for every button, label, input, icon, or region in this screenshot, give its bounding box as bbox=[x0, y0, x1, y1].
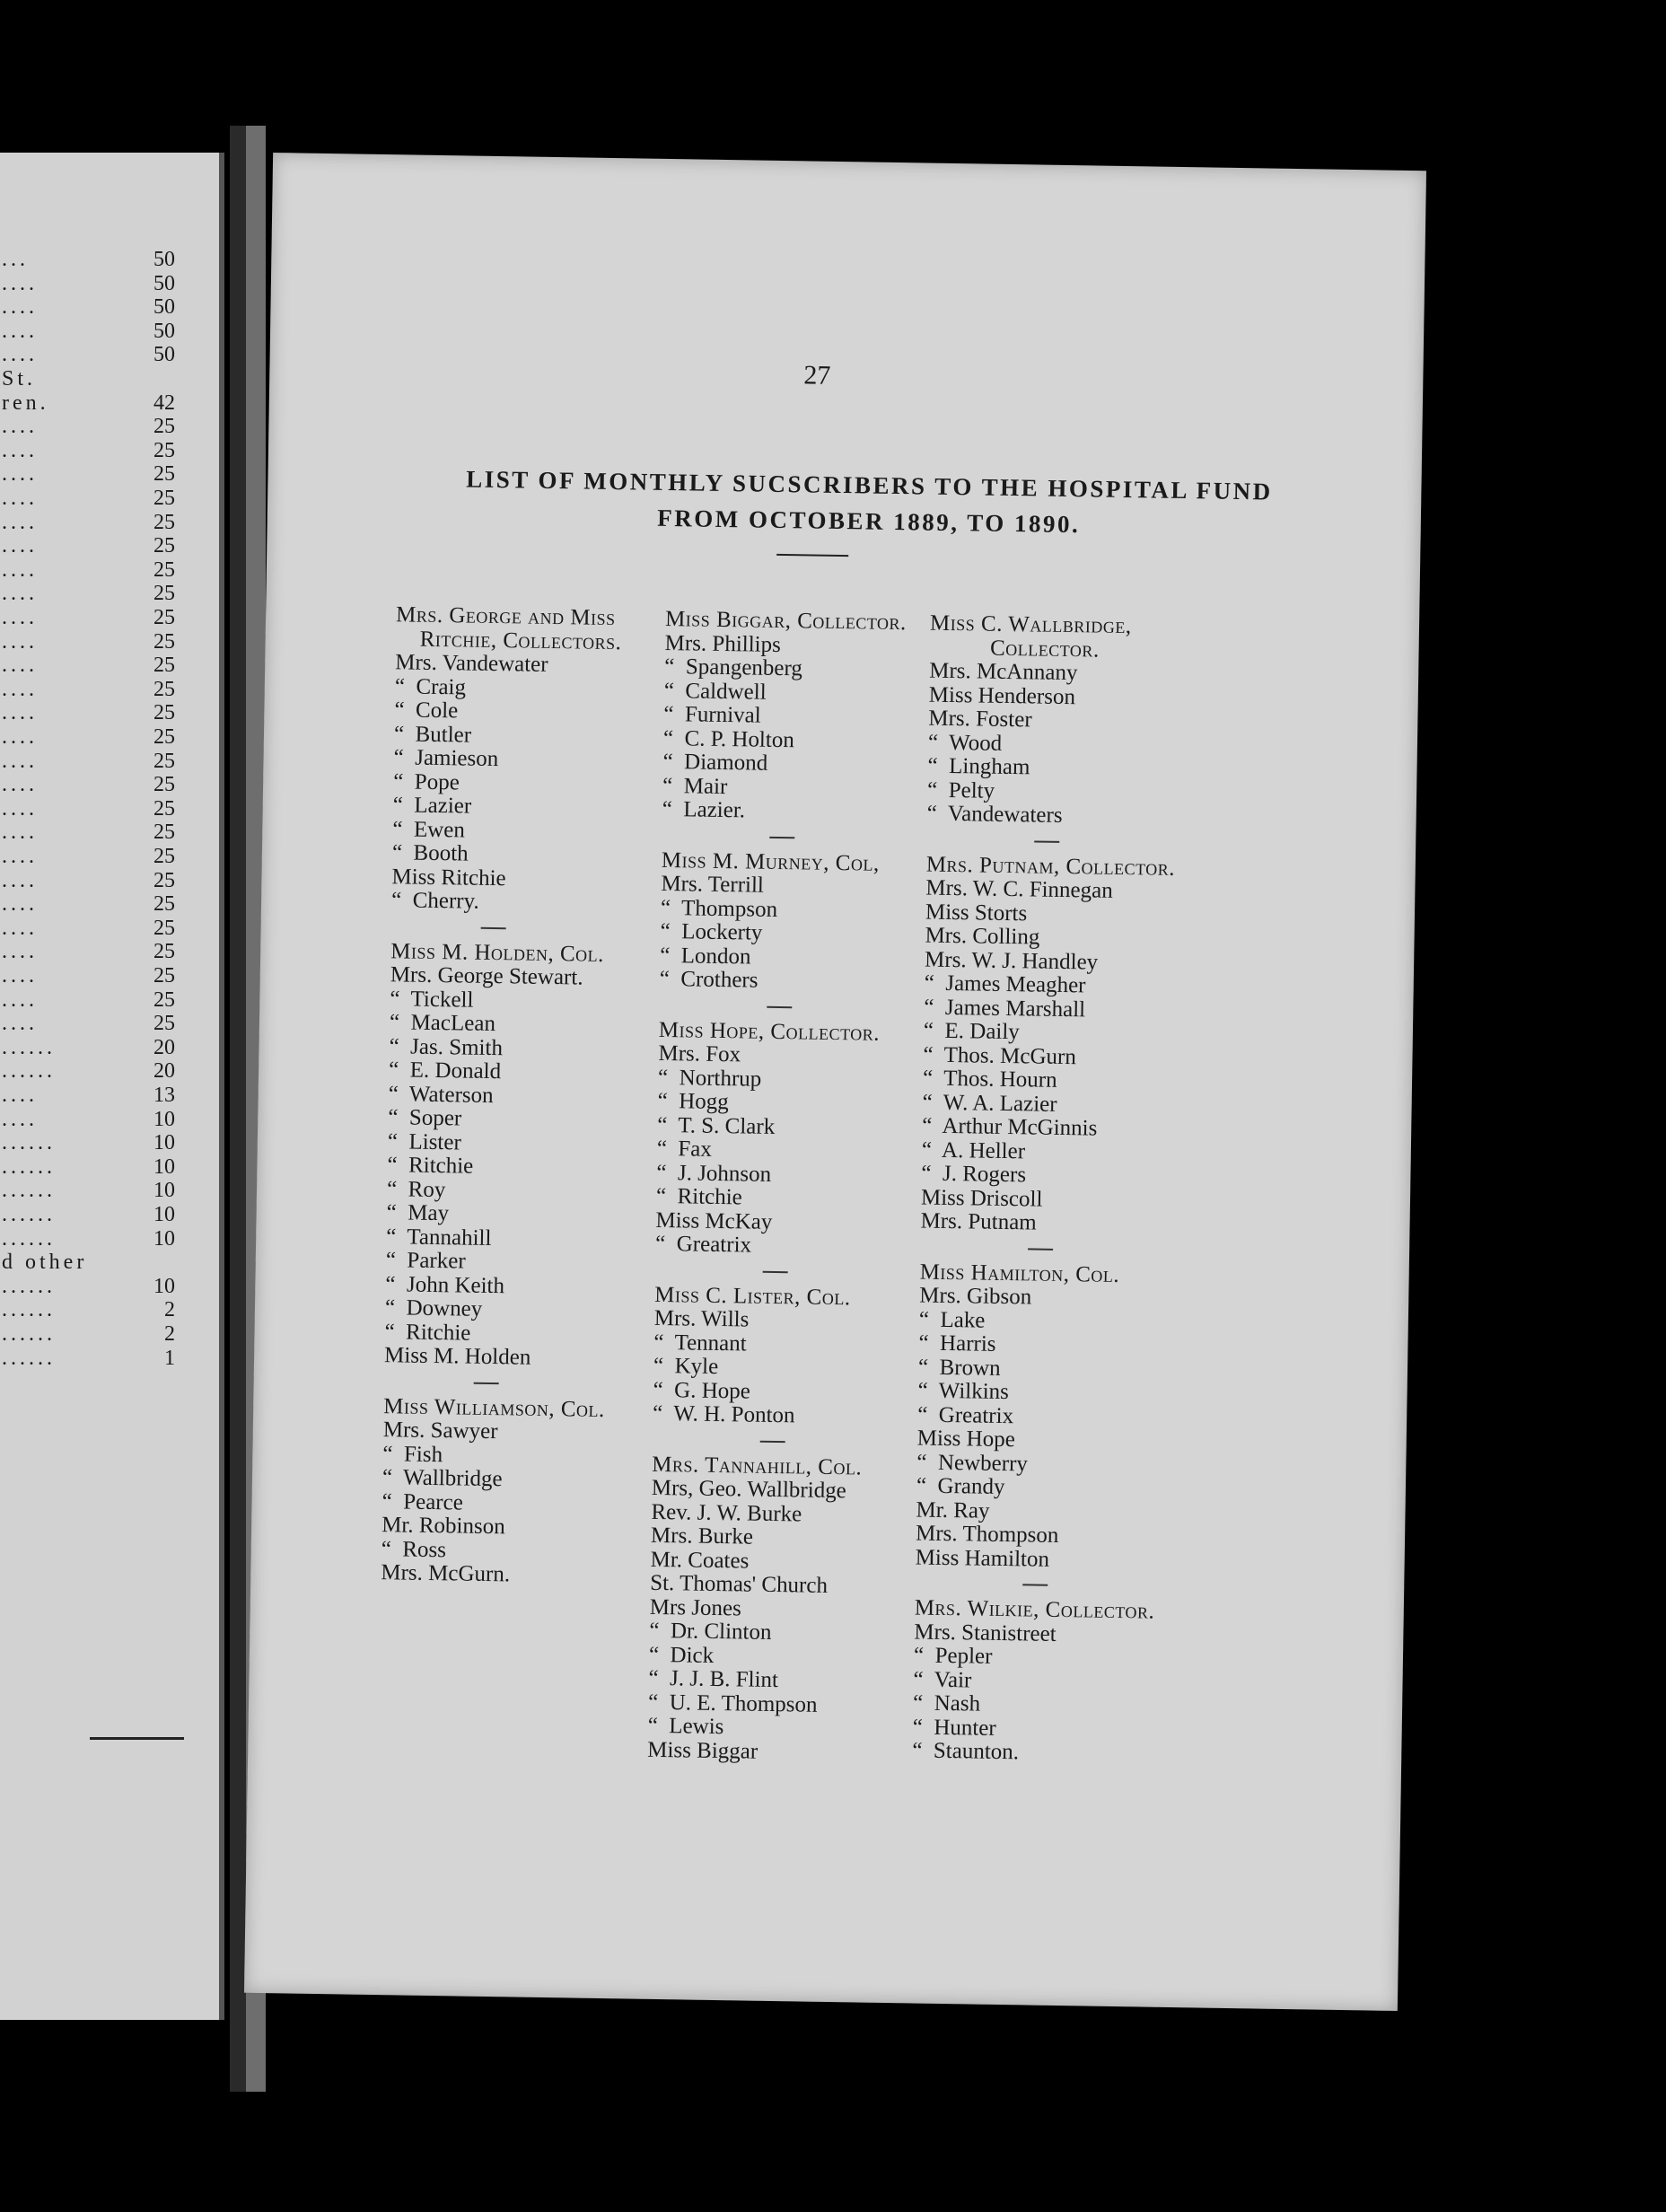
left-page-row bbox=[0, 1108, 215, 1131]
subscriber-name: Mrs. Sawyer bbox=[382, 1418, 498, 1444]
collector-heading: Miss M. Holden, Col. bbox=[390, 938, 605, 967]
subscriber-name: “ Ritchie bbox=[387, 1153, 474, 1179]
left-row-amount: 25 bbox=[153, 534, 175, 558]
subscriber-name: “ E. Donald bbox=[388, 1058, 502, 1084]
left-page-row bbox=[0, 367, 215, 391]
left-page-row bbox=[0, 511, 215, 534]
left-row-amount: 25 bbox=[153, 821, 175, 845]
subscriber-name: “ Soper bbox=[388, 1105, 462, 1131]
left-page-row bbox=[0, 1298, 215, 1321]
subscriber-name: Mr. Ray bbox=[916, 1497, 990, 1523]
left-page-row bbox=[0, 487, 215, 510]
left-row-text: St. bbox=[2, 367, 37, 391]
left-page-row bbox=[0, 964, 215, 988]
left-row-amount: 42 bbox=[153, 391, 175, 415]
subscriber-name: Mrs. Colling bbox=[925, 923, 1040, 950]
left-page bbox=[0, 153, 224, 2020]
subscriber-name: “ Fish bbox=[382, 1441, 443, 1467]
collector-heading: Miss Biggar, Collector. bbox=[664, 606, 908, 636]
left-page-row bbox=[0, 1084, 215, 1107]
subscriber-name: “ Kyle bbox=[653, 1353, 719, 1379]
subscriber-name: “ Fax bbox=[656, 1136, 713, 1162]
left-row-amount: 25 bbox=[153, 677, 175, 701]
subscriber-name: “ Staunton. bbox=[912, 1738, 1020, 1765]
subscriber-name: “ Tennant bbox=[653, 1330, 747, 1356]
left-page-row bbox=[0, 940, 215, 963]
left-row-text: ...... bbox=[2, 1346, 56, 1370]
left-row-amount: 50 bbox=[153, 248, 175, 271]
subscriber-name: “ Lingham bbox=[927, 753, 1030, 780]
left-row-text: ...... bbox=[2, 1035, 56, 1059]
collector-heading: Ritchie, Collectors. bbox=[395, 626, 622, 654]
left-page-row bbox=[0, 582, 215, 605]
left-row-text: .... bbox=[2, 606, 38, 629]
left-row-text: .... bbox=[2, 916, 38, 940]
left-row-amount: 25 bbox=[153, 654, 175, 678]
left-row-amount: 25 bbox=[153, 606, 175, 629]
left-row-text: ...... bbox=[2, 1322, 56, 1346]
subscriber-name: “ Pepler bbox=[913, 1643, 993, 1669]
page-heading bbox=[339, 459, 1399, 548]
left-row-amount: 25 bbox=[153, 701, 175, 725]
subscriber-name: “ John Keith bbox=[385, 1271, 505, 1298]
left-page-row bbox=[0, 320, 215, 343]
subscriber-name: “ Wallbridge bbox=[381, 1465, 503, 1492]
subscriber-name: “ Parker bbox=[385, 1248, 466, 1274]
subscriber-name: “ Pearce bbox=[381, 1488, 464, 1515]
left-row-text: ...... bbox=[2, 1274, 56, 1298]
subscriber-name: “ Dr. Clinton bbox=[649, 1618, 772, 1645]
left-row-amount: 10 bbox=[153, 1226, 175, 1251]
left-row-text: .... bbox=[2, 343, 38, 367]
block-separator bbox=[926, 826, 1176, 856]
subscriber-name: Mrs. W. J. Handley bbox=[924, 947, 1099, 975]
subscriber-name: “ U. E. Thompson bbox=[647, 1690, 818, 1717]
subscriber-name: Rev. J. W. Burke bbox=[651, 1499, 802, 1526]
left-row-text: .... bbox=[2, 295, 38, 320]
subscriber-name: “ Wood bbox=[927, 730, 1003, 756]
left-page-row bbox=[0, 654, 215, 677]
left-row-amount: 10 bbox=[153, 1131, 175, 1155]
subscriber-name: “ J. J. B. Flint bbox=[648, 1665, 779, 1693]
left-row-amount: 20 bbox=[153, 1035, 175, 1059]
subscriber-name: “ Downey bbox=[384, 1295, 483, 1321]
subscriber-name: “ Thompson bbox=[660, 895, 778, 922]
left-row-text: .... bbox=[2, 749, 38, 773]
left-row-text: .... bbox=[2, 1084, 38, 1107]
subscriber-name: “ Mair bbox=[662, 773, 728, 799]
left-row-amount: 25 bbox=[153, 940, 175, 964]
subscriber-column-1 bbox=[381, 603, 622, 1588]
subscriber-name: “ May bbox=[386, 1200, 450, 1226]
subscriber-name: St. Thomas' Church bbox=[649, 1570, 829, 1598]
block-separator bbox=[662, 821, 903, 852]
left-row-text: ...... bbox=[2, 1203, 56, 1226]
subscriber-name: Mrs. W. C. Finnegan bbox=[925, 875, 1113, 903]
subscriber-name: “ James Marshall bbox=[924, 995, 1086, 1022]
subscriber-name: “ Lazier bbox=[392, 793, 472, 819]
left-row-text: .... bbox=[2, 821, 38, 845]
subscriber-name: “ Ritchie bbox=[384, 1319, 471, 1346]
subscriber-name: “ G. Hope bbox=[653, 1377, 751, 1404]
subscriber-name: “ Lazier. bbox=[662, 796, 746, 823]
subscriber-name: Miss McKay bbox=[655, 1207, 773, 1234]
subscriber-name: “ Ross bbox=[381, 1536, 447, 1562]
subscriber-name: “ Lockerty bbox=[660, 918, 763, 945]
collector-heading: Miss C. Lister, Col. bbox=[654, 1282, 851, 1310]
left-page-row bbox=[0, 1251, 215, 1274]
left-row-text: .... bbox=[2, 557, 38, 582]
left-page-row bbox=[0, 415, 215, 438]
left-page-row bbox=[0, 773, 215, 796]
subscriber-name: “ Ewen bbox=[392, 816, 466, 842]
subscriber-name: “ Harris bbox=[918, 1330, 996, 1356]
collector-heading: Miss M. Murney, Col, bbox=[661, 847, 880, 876]
left-row-text: .... bbox=[2, 845, 38, 868]
left-row-amount: 25 bbox=[153, 773, 175, 797]
left-page-row bbox=[0, 678, 215, 701]
subscriber-name: “ Butler bbox=[393, 721, 472, 748]
left-row-text: .... bbox=[2, 438, 38, 462]
subscriber-name: “ Grandy bbox=[916, 1473, 1005, 1500]
left-page-row bbox=[0, 1155, 215, 1179]
left-row-amount: 10 bbox=[153, 1154, 175, 1179]
collector-heading: Collector. bbox=[929, 635, 1100, 663]
subscriber-name: “ W. H. Ponton bbox=[652, 1400, 795, 1428]
collector-heading: Mrs. Tannahill, Col. bbox=[652, 1452, 863, 1480]
left-row-amount: 25 bbox=[153, 462, 175, 487]
left-row-text: ... bbox=[2, 248, 29, 271]
heading-rule bbox=[776, 554, 848, 557]
subscriber-name: “ Booth bbox=[391, 840, 469, 866]
subscriber-name: “ Roy bbox=[386, 1176, 446, 1202]
left-page-row bbox=[0, 1275, 215, 1298]
page-number: 27 bbox=[803, 360, 831, 391]
left-row-amount: 25 bbox=[153, 725, 175, 749]
left-page-row bbox=[0, 295, 215, 319]
left-row-amount: 25 bbox=[153, 557, 175, 582]
subscriber-name: Mrs. Stanistreet bbox=[914, 1619, 1057, 1646]
left-row-text: .... bbox=[2, 701, 38, 725]
heading-line-2: FROM OCTOBER 1889, TO 1890. bbox=[657, 504, 1081, 539]
left-page-row bbox=[0, 892, 215, 916]
block-separator bbox=[383, 1368, 609, 1399]
left-row-amount: 10 bbox=[153, 1203, 175, 1226]
subscriber-name: Mrs. Burke bbox=[650, 1523, 754, 1549]
left-page-row bbox=[0, 988, 215, 1012]
block-separator bbox=[652, 1426, 893, 1456]
left-row-text: d other bbox=[2, 1251, 88, 1275]
subscriber-name: “ Brown bbox=[917, 1354, 1001, 1381]
collector-heading: Miss Hope, Collector. bbox=[658, 1017, 881, 1046]
subscriber-name: Miss Biggar bbox=[647, 1737, 758, 1764]
subscriber-name: “ Greatrix bbox=[916, 1401, 1014, 1428]
subscriber-name: “ Thos. McGurn bbox=[923, 1042, 1077, 1069]
subscriber-name: “ Dick bbox=[648, 1642, 715, 1668]
left-row-amount: 10 bbox=[153, 1107, 175, 1131]
subscriber-name: “ T. S. Clark bbox=[657, 1112, 776, 1139]
subscriber-name: Mrs. Vandewater bbox=[395, 650, 548, 677]
subscriber-name: Mr. Robinson bbox=[381, 1513, 505, 1540]
collector-heading: Miss C. Wallbridge, bbox=[929, 610, 1132, 639]
subscriber-name: “ Wilkins bbox=[917, 1378, 1010, 1405]
left-page-row bbox=[0, 1059, 215, 1083]
block-separator bbox=[654, 1256, 896, 1286]
left-page-row bbox=[0, 1179, 215, 1202]
subscriber-name: “ Arthur McGinnis bbox=[922, 1113, 1098, 1141]
left-row-text: .... bbox=[2, 319, 38, 343]
left-page-row bbox=[0, 391, 215, 415]
subscriber-name: “ Pope bbox=[392, 768, 460, 794]
collector-heading: Mrs. Wilkie, Collector. bbox=[914, 1595, 1155, 1624]
left-row-amount: 2 bbox=[164, 1298, 175, 1322]
subscriber-name: “ Spangenberg bbox=[664, 654, 803, 681]
subscriber-name: Miss M. Holden bbox=[383, 1343, 531, 1370]
subscriber-name: “ A. Heller bbox=[921, 1137, 1026, 1163]
subscriber-name: Mrs. Gibson bbox=[919, 1283, 1032, 1310]
left-row-amount: 20 bbox=[153, 1059, 175, 1084]
left-row-text: .... bbox=[2, 1107, 38, 1131]
left-row-text: .... bbox=[2, 868, 38, 892]
subscriber-name: “ Jas. Smith bbox=[389, 1033, 504, 1060]
left-page-row bbox=[0, 917, 215, 940]
subscriber-column-3 bbox=[912, 612, 1179, 1768]
left-row-text: .... bbox=[2, 271, 38, 295]
subscriber-name: Mrs. Fox bbox=[658, 1040, 741, 1067]
left-row-text: .... bbox=[2, 892, 38, 917]
left-page-row bbox=[0, 1227, 215, 1251]
subscriber-name: Mrs, Geo. Wallbridge bbox=[651, 1475, 846, 1504]
subscriber-name: “ Northrup bbox=[657, 1065, 762, 1092]
subscriber-name: Mrs. Terrill bbox=[661, 871, 765, 898]
block-separator bbox=[390, 913, 617, 944]
left-row-amount: 25 bbox=[153, 749, 175, 773]
subscriber-name: Miss Hamilton bbox=[915, 1544, 1050, 1572]
subscriber-name: “ Cole bbox=[394, 698, 459, 724]
subscriber-name: Mrs. Phillips bbox=[664, 630, 782, 657]
left-row-text: .... bbox=[2, 940, 38, 964]
subscriber-name: “ C. P. Holton bbox=[662, 725, 795, 752]
subscriber-name: “ Pelty bbox=[926, 777, 995, 803]
subscriber-name: “ J. Johnson bbox=[656, 1160, 772, 1187]
left-row-text: .... bbox=[2, 534, 38, 558]
left-row-text: .... bbox=[2, 796, 38, 821]
left-row-amount: 50 bbox=[153, 319, 175, 343]
left-row-text: .... bbox=[2, 582, 38, 606]
subscriber-name: “ Tannahill bbox=[386, 1224, 492, 1251]
right-page bbox=[244, 153, 1426, 2011]
left-row-text: ...... bbox=[2, 1298, 56, 1322]
left-row-amount: 25 bbox=[153, 964, 175, 988]
left-row-amount: 25 bbox=[153, 988, 175, 1012]
left-row-amount: 50 bbox=[153, 295, 175, 320]
subscriber-name: “ E. Daily bbox=[923, 1018, 1021, 1045]
left-row-text: .... bbox=[2, 415, 38, 439]
subscriber-name: “ Caldwell bbox=[663, 678, 767, 705]
left-row-amount: 25 bbox=[153, 892, 175, 917]
subscriber-name: Mrs. McGurn. bbox=[381, 1560, 511, 1587]
left-page-row bbox=[0, 701, 215, 724]
subscriber-name: “ Lake bbox=[918, 1307, 986, 1333]
left-row-text: .... bbox=[2, 510, 38, 534]
subscriber-name: “ Hogg bbox=[657, 1088, 729, 1115]
left-row-amount: 25 bbox=[153, 629, 175, 654]
subscriber-name: “ Cherry. bbox=[390, 888, 479, 914]
left-row-text: .... bbox=[2, 487, 38, 510]
left-page-row bbox=[0, 750, 215, 773]
block-separator bbox=[915, 1569, 1164, 1600]
left-page-row bbox=[0, 1203, 215, 1226]
left-row-text: .... bbox=[2, 654, 38, 678]
subscriber-name: “ Waterson bbox=[388, 1081, 494, 1108]
left-row-amount: 25 bbox=[153, 868, 175, 892]
left-page-row bbox=[0, 1347, 215, 1370]
subscriber-name: “ Nash bbox=[912, 1690, 981, 1716]
collector-heading: Mrs. Putnam, Collector. bbox=[925, 852, 1176, 881]
left-page-row bbox=[0, 558, 215, 582]
left-row-text: ...... bbox=[2, 1154, 56, 1179]
left-page-row bbox=[0, 630, 215, 654]
subscriber-name: Miss Ritchie bbox=[391, 864, 506, 891]
left-row-amount: 25 bbox=[153, 582, 175, 606]
subscriber-name: “ MacLean bbox=[389, 1010, 496, 1037]
left-page-row bbox=[0, 439, 215, 462]
left-row-amount: 25 bbox=[153, 510, 175, 534]
left-page-row bbox=[0, 343, 215, 366]
left-page-row bbox=[0, 725, 215, 749]
subscriber-name: “ Crothers bbox=[659, 966, 758, 993]
left-page-row bbox=[0, 1322, 215, 1346]
left-row-text: ...... bbox=[2, 1179, 56, 1203]
left-row-amount: 10 bbox=[153, 1179, 175, 1203]
left-row-text: .... bbox=[2, 773, 38, 797]
subscriber-name: “ Greatrix bbox=[654, 1231, 752, 1258]
subscriber-name: “ Lister bbox=[387, 1128, 462, 1154]
subscriber-name: “ W. A. Lazier bbox=[922, 1090, 1057, 1117]
collector-heading: Miss Williamson, Col. bbox=[383, 1393, 606, 1422]
subscriber-name: Miss Storts bbox=[925, 900, 1028, 926]
left-page-row bbox=[0, 797, 215, 821]
block-separator bbox=[920, 1233, 1170, 1264]
left-row-text: .... bbox=[2, 629, 38, 654]
left-row-amount: 25 bbox=[153, 845, 175, 868]
book-spine bbox=[230, 126, 246, 2092]
subscriber-name: Mrs. Wills bbox=[653, 1305, 750, 1332]
left-row-amount: 50 bbox=[153, 343, 175, 367]
left-row-amount: 2 bbox=[164, 1322, 175, 1346]
subscriber-name: “ James Meagher bbox=[924, 970, 1086, 998]
left-page-row bbox=[0, 534, 215, 557]
collector-heading: Mrs. George and Miss bbox=[395, 602, 616, 631]
subscriber-name: Mrs. McAnnany bbox=[928, 658, 1078, 686]
left-page-row bbox=[0, 869, 215, 892]
subscriber-name: Mr. Coates bbox=[650, 1547, 750, 1574]
left-row-amount: 25 bbox=[153, 916, 175, 940]
subscriber-name: “ Thos. Hourn bbox=[922, 1066, 1057, 1093]
subscriber-name: Mrs. Thompson bbox=[915, 1521, 1059, 1548]
subscriber-name: Mrs. Foster bbox=[928, 706, 1032, 733]
left-row-text: .... bbox=[2, 988, 38, 1012]
subscriber-name: “ Diamond bbox=[662, 749, 768, 776]
subscriber-name: “ Jamieson bbox=[393, 745, 499, 772]
left-row-text: .... bbox=[2, 725, 38, 749]
collector-heading: Miss Hamilton, Col. bbox=[919, 1260, 1120, 1287]
subscriber-name: Miss Hope bbox=[916, 1426, 1016, 1453]
subscriber-name: Miss Henderson bbox=[928, 682, 1076, 709]
left-row-amount: 25 bbox=[153, 415, 175, 439]
subscriber-name: “ Newberry bbox=[916, 1449, 1029, 1476]
subscriber-name: “ Vandewaters bbox=[926, 801, 1063, 828]
left-row-amount: 25 bbox=[153, 487, 175, 510]
left-page-row bbox=[0, 248, 215, 271]
subscriber-name: “ London bbox=[659, 943, 751, 970]
subscriber-name: “ Hunter bbox=[912, 1714, 996, 1741]
left-page-row bbox=[0, 1131, 215, 1154]
subscriber-name: “ Vair bbox=[913, 1666, 972, 1692]
subscriber-name: “ J. Rogers bbox=[921, 1161, 1027, 1188]
subscriber-name: Miss Driscoll bbox=[920, 1185, 1043, 1212]
subscriber-name: “ Craig bbox=[394, 673, 467, 699]
left-row-text: .... bbox=[2, 462, 38, 487]
left-row-text: .... bbox=[2, 1012, 38, 1036]
left-page-row bbox=[0, 1012, 215, 1035]
subscriber-name: “ Furnival bbox=[663, 701, 761, 728]
subscriber-column-2 bbox=[647, 608, 907, 1766]
subscriber-name: “ Ritchie bbox=[655, 1183, 742, 1210]
subscriber-name: Mrs Jones bbox=[649, 1594, 742, 1620]
left-page-row bbox=[0, 272, 215, 295]
left-page-row bbox=[0, 606, 215, 629]
left-row-text: ...... bbox=[2, 1059, 56, 1084]
left-row-amount: 10 bbox=[153, 1274, 175, 1298]
left-row-amount: 25 bbox=[153, 796, 175, 821]
left-row-amount: 13 bbox=[153, 1084, 175, 1107]
subscriber-name: Mrs. Putnam bbox=[920, 1208, 1037, 1235]
left-row-amount: 50 bbox=[153, 271, 175, 295]
left-row-text: ...... bbox=[2, 1226, 56, 1251]
subscriber-name: “ Tickell bbox=[390, 986, 474, 1013]
left-row-text: .... bbox=[2, 677, 38, 701]
left-row-amount: 25 bbox=[153, 1012, 175, 1036]
left-page-total-rule bbox=[90, 1737, 184, 1740]
left-row-text: .... bbox=[2, 964, 38, 988]
left-row-amount: 1 bbox=[164, 1346, 175, 1370]
block-separator bbox=[659, 991, 900, 1022]
left-row-amount: 25 bbox=[153, 438, 175, 462]
left-row-text: ...... bbox=[2, 1131, 56, 1155]
left-page-row bbox=[0, 845, 215, 868]
left-page-row bbox=[0, 1036, 215, 1059]
subscriber-name: “ Lewis bbox=[647, 1713, 724, 1740]
subscriber-name: Mrs. George Stewart. bbox=[390, 962, 583, 990]
left-row-text: ren. bbox=[2, 391, 49, 415]
heading-line-1: LIST OF MONTHLY SUCSCRIBERS TO THE HOSPITAL FUND bbox=[466, 465, 1273, 505]
left-page-row bbox=[0, 821, 215, 844]
left-page-row bbox=[0, 462, 215, 486]
